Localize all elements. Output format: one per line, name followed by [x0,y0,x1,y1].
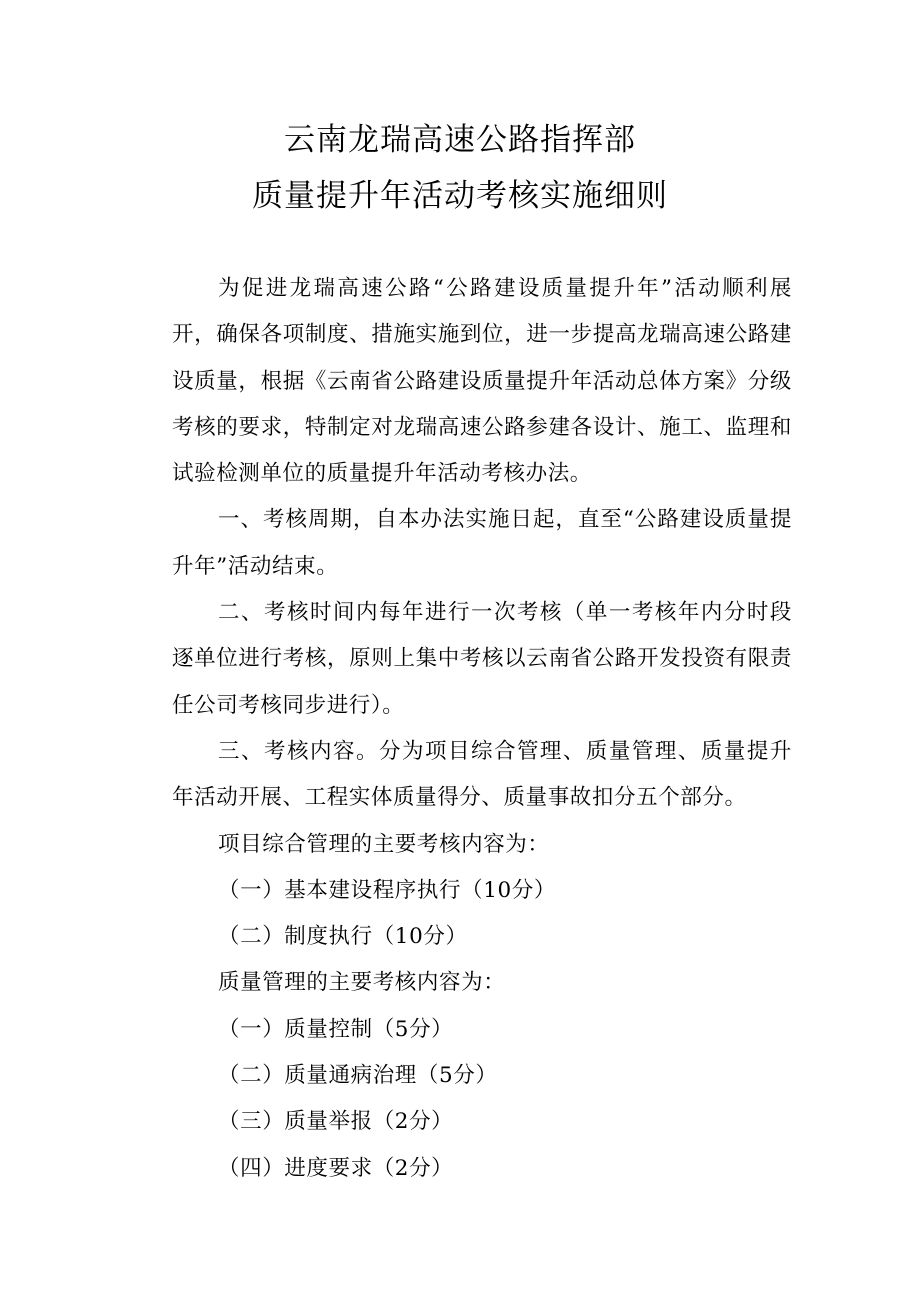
title-line-organization: 云南龙瑞高速公路指挥部 [284,122,636,158]
quality-item-1: （一）质量控制（5分） [218,1016,454,1042]
clause-assessment-period: 一、考核周期，自本办法实施日起，直至“公路建设质量提升年”活动结束。 [172,507,792,579]
clause-assessment-content: 三、考核内容。分为项目综合管理、质量管理、质量提升年活动开展、工程实体质量得分、质量事故扣分五个部分。 [172,738,792,811]
quality-item-4: （四）进度要求（2分） [218,1155,454,1181]
clause-assessment-time: 二、考核时间内每年进行一次考核（单一考核年内分时段逐单位进行考核，原则上集中考核以云南省公路开发投资有限责任公司考核同步进行）。 [172,600,792,718]
comprehensive-management-heading: 项目综合管理的主要考核内容为： [218,831,550,857]
intro-paragraph: 为促进龙瑞高速公路“公路建设质量提升年”活动顺利展开，确保各项制度、措施实施到位，进一步提高龙瑞高速公路建设质量，根据《云南省公路建设质量提升年活动总体方案》分级考核的要求，特制定对龙瑞高速公路参建各设计、施工、监理和试验检测单位的质量提升年活动考核办法。 [172,276,792,487]
document-title [0,112,920,224]
document-body [172,266,792,1192]
quality-item-2: （二）质量通病治理（5分） [218,1063,498,1089]
quality-item-3: （三）质量举报（2分） [218,1109,454,1135]
comprehensive-item-2: （二）制度执行（10分） [218,924,468,950]
quality-management-heading: 质量管理的主要考核内容为： [218,970,506,996]
comprehensive-item-1: （一）基本建设程序执行（10分） [218,877,556,903]
title-line-subject: 质量提升年活动考核实施细则 [252,178,668,214]
